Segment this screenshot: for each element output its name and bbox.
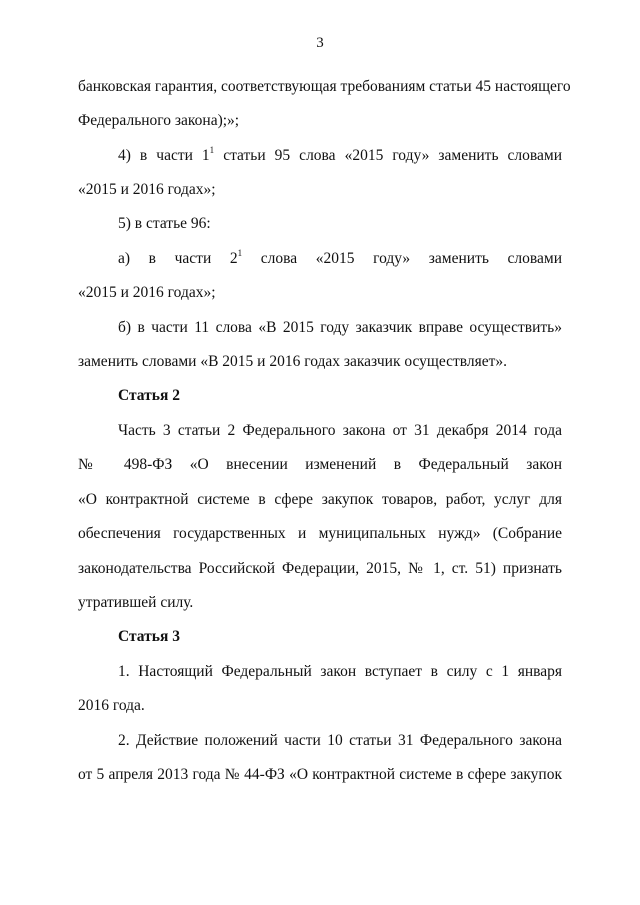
- text-line: 4) в части $1^1$ статьи 95 слова «2015 году» заменить словами: [118, 144, 563, 164]
- text-line: «2015 и 2016 годах»;: [78, 181, 216, 198]
- text-line: от 5 апреля 2013 года № 44-ФЗ «О контрактной системе в сфере закупок: [78, 766, 562, 783]
- text-line: б) в части 11 слова «В 2015 году заказчик вправе осуществить»: [118, 319, 562, 336]
- text-line: утратившей силу.: [78, 594, 194, 611]
- text-line: «2015 и 2016 годах»;: [78, 284, 216, 301]
- article-heading: Статья 3: [118, 628, 180, 645]
- text-line: «О контрактной системе в сфере закупок товаров, работ, услуг для: [78, 491, 562, 508]
- text-line: банковская гарантия, соответствующая требованиям статьи 45 настоящего: [78, 78, 571, 95]
- text-line: 2. Действие положений части 10 статьи 31 Федерального закона: [118, 732, 562, 749]
- text-line: обеспечения государственных и муниципальных нужд» (Собрание: [78, 525, 562, 542]
- text-line: законодательства Российской Федерации, 2015, № 1, ст. 51) признать: [78, 560, 562, 577]
- page-number: 3: [316, 35, 324, 51]
- text-line: 5) в статье 96:: [118, 215, 211, 232]
- superscript: 1: [209, 144, 215, 155]
- article-heading: Статья 2: [118, 387, 180, 404]
- text-line: Федерального закона);»;: [78, 112, 240, 129]
- text-line: 2016 года.: [78, 697, 145, 714]
- text-line: 1. Настоящий Федеральный закон вступает в силу с 1 января: [118, 663, 562, 680]
- text-line: Часть 3 статьи 2 Федерального закона от 31 декабря 2014 года: [118, 422, 562, 439]
- text-line: а) в части $2^1$ слова «2015 году» заменить словами: [118, 247, 563, 267]
- superscript: 1: [237, 247, 243, 258]
- text-line: заменить словами «В 2015 и 2016 годах заказчик осуществляет».: [78, 353, 508, 370]
- text-line: № 498-ФЗ «О внесении изменений в Федеральный закон: [78, 456, 562, 473]
